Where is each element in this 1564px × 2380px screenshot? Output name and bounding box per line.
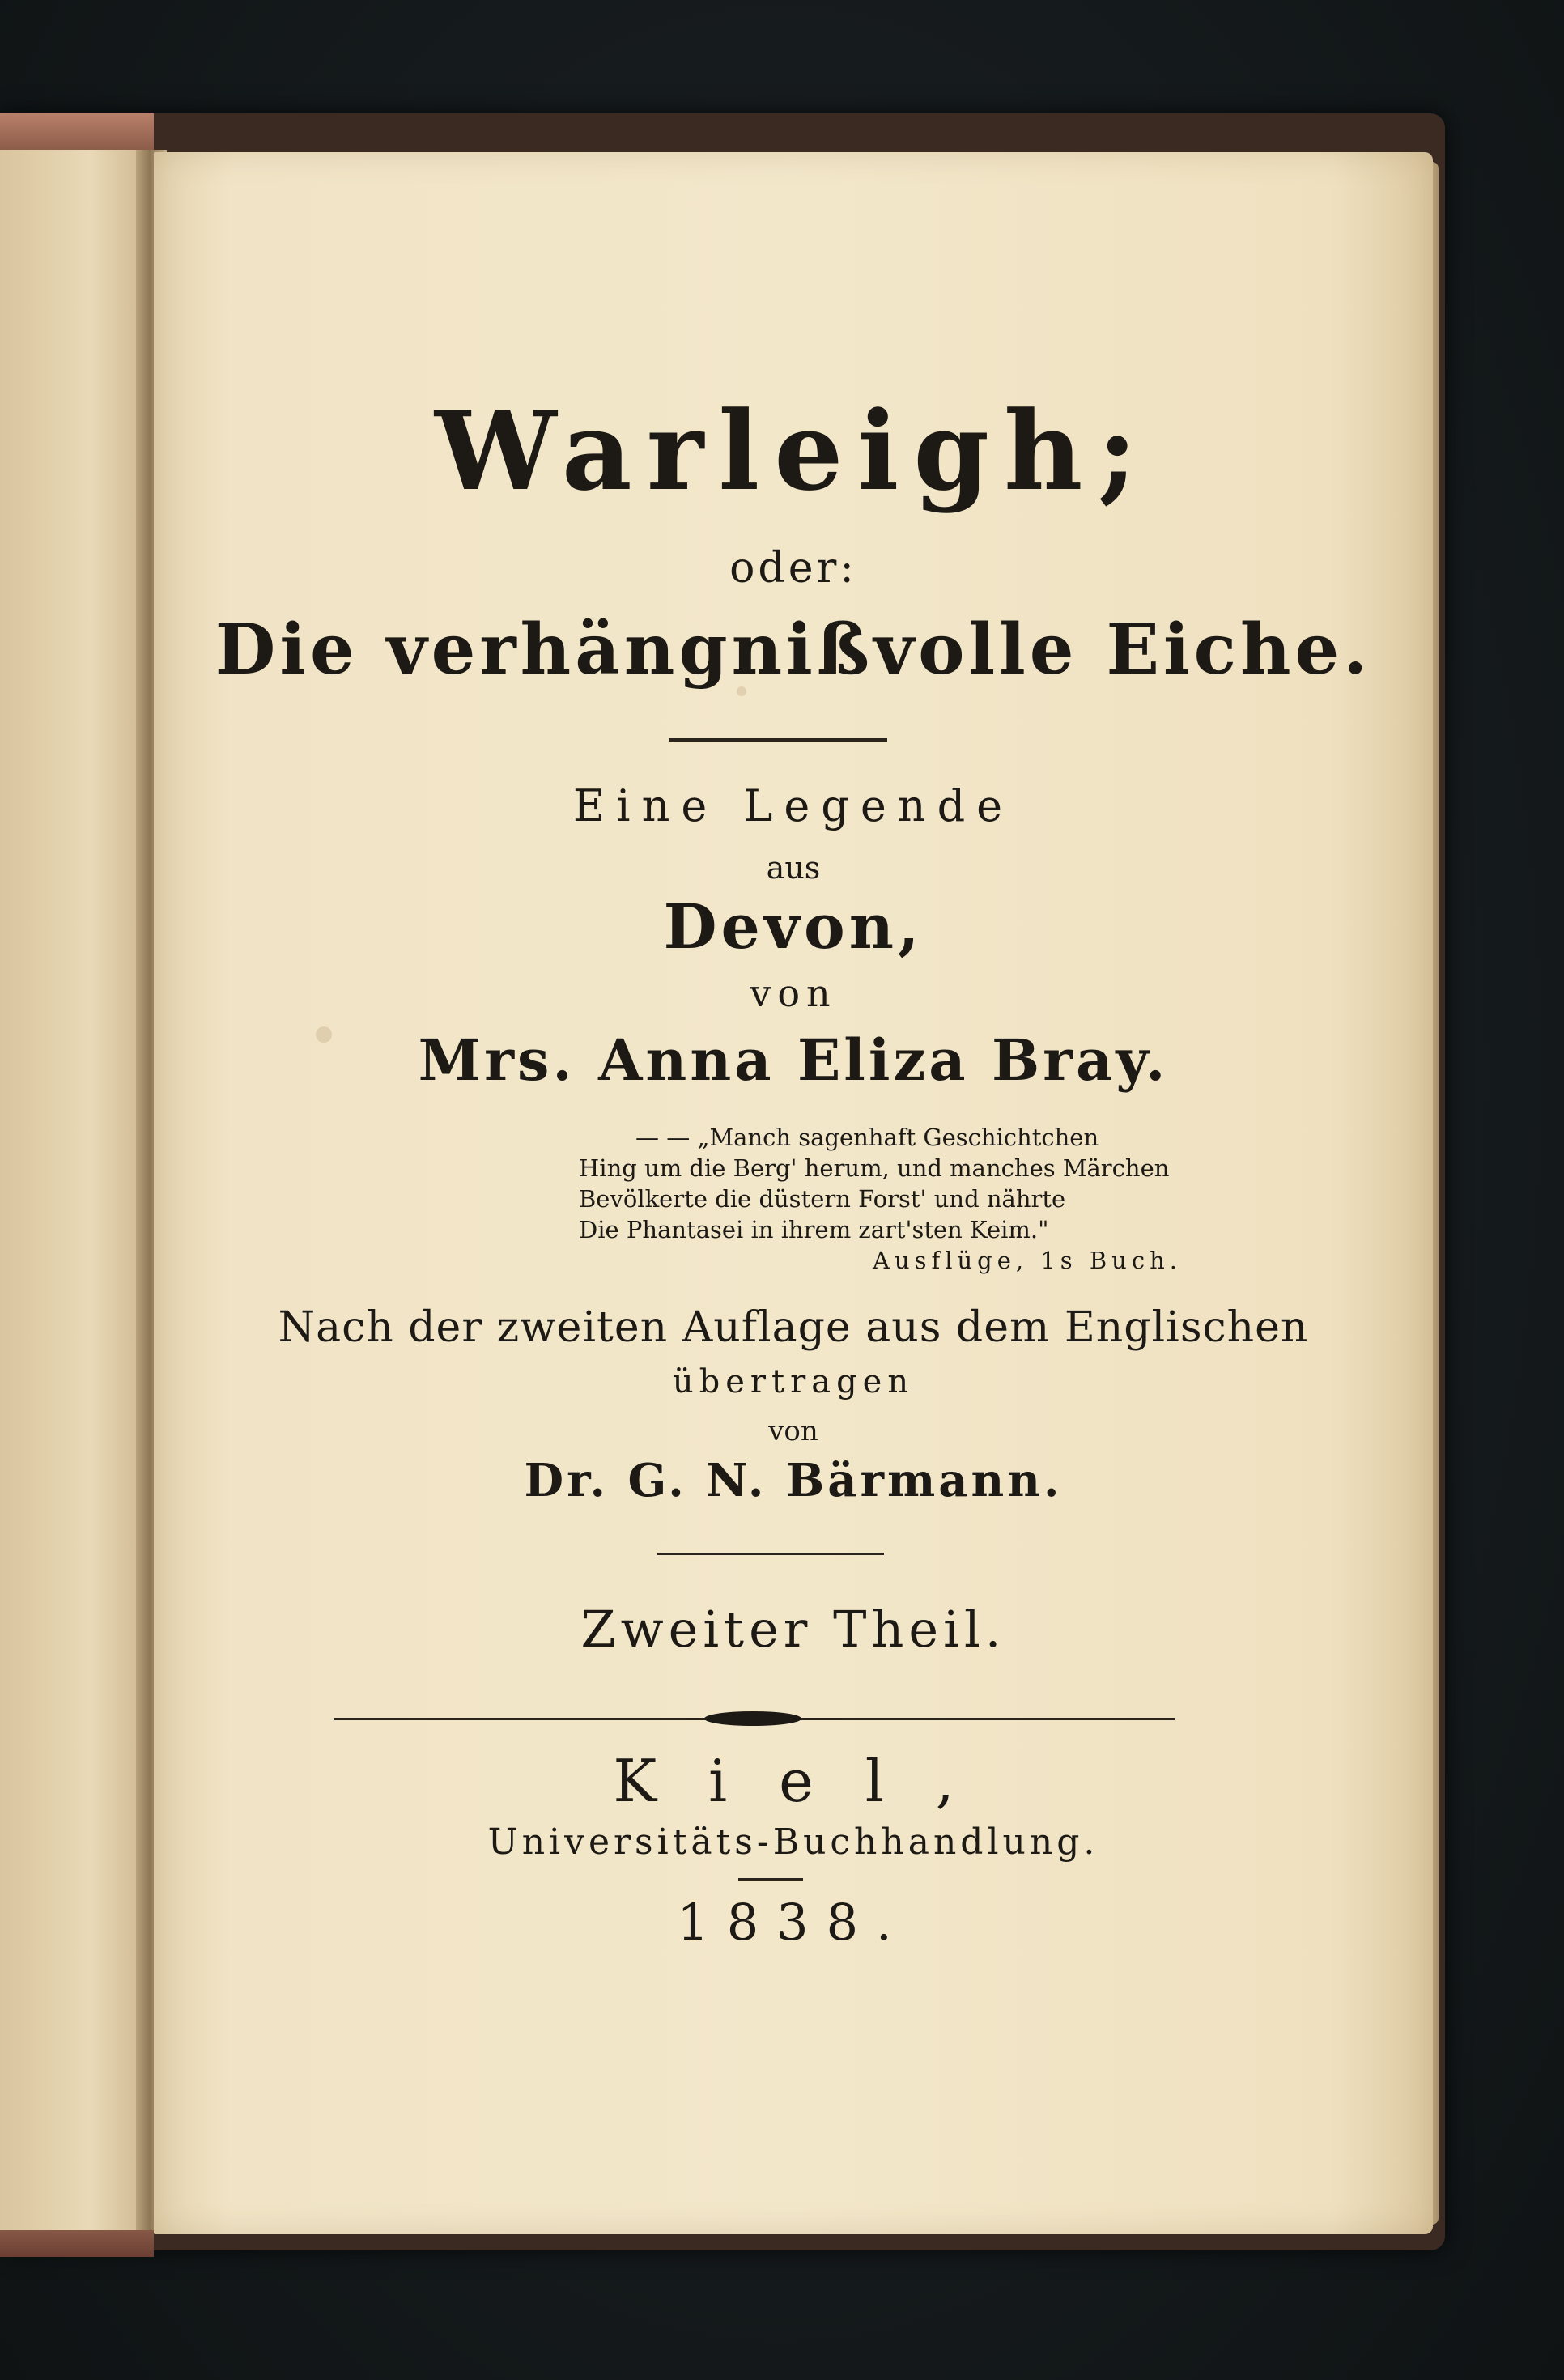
translator-name: Dr. G. N. Bärmann.	[524, 1454, 1063, 1507]
epigraph-line: Die Phantasei in ihrem zart'sten Keim."	[579, 1216, 1049, 1243]
imprint-city: Kiel,	[613, 1747, 1006, 1815]
spine-top	[0, 113, 154, 152]
divider-rule	[657, 1553, 884, 1555]
place-name: Devon,	[663, 890, 924, 963]
epigraph-line: Hing um die Berg' herum, und manches Märchen	[579, 1154, 1170, 1182]
translator-connector: von	[768, 1415, 818, 1447]
volume-label: Zweiter Theil.	[580, 1600, 1006, 1659]
left-page	[0, 150, 151, 2230]
translated-label: übertragen	[672, 1363, 915, 1400]
epigraph	[579, 1122, 1182, 1276]
imprint-year: 1838.	[677, 1893, 910, 1952]
author-name: Mrs. Anna Eliza Bray.	[418, 1026, 1169, 1094]
divider-rule	[738, 1878, 803, 1881]
epigraph-line: Bevölkerte die düstern Forst' und nährte	[579, 1185, 1066, 1213]
genre-line: Eine Legende	[572, 780, 1014, 831]
book-subtitle: Die verhängnißvolle Eiche.	[215, 609, 1372, 691]
spine-bottom	[0, 2228, 154, 2257]
author-connector: von	[750, 971, 837, 1015]
genre-connector: aus	[766, 850, 821, 886]
title-connector: oder:	[729, 544, 857, 593]
divider-rule	[669, 738, 887, 742]
rule-ornament	[704, 1711, 801, 1726]
translation-note: Nach der zweiten Auflage aus dem Englischen	[278, 1303, 1309, 1352]
book-title: Warleigh;	[435, 387, 1152, 515]
imprint-publisher: Universitäts-Buchhandlung.	[487, 1821, 1099, 1863]
epigraph-line: — — „Manch sagenhaft Geschichtchen	[635, 1124, 1099, 1151]
epigraph-source: Ausflüge, 1s Buch.	[872, 1247, 1182, 1274]
